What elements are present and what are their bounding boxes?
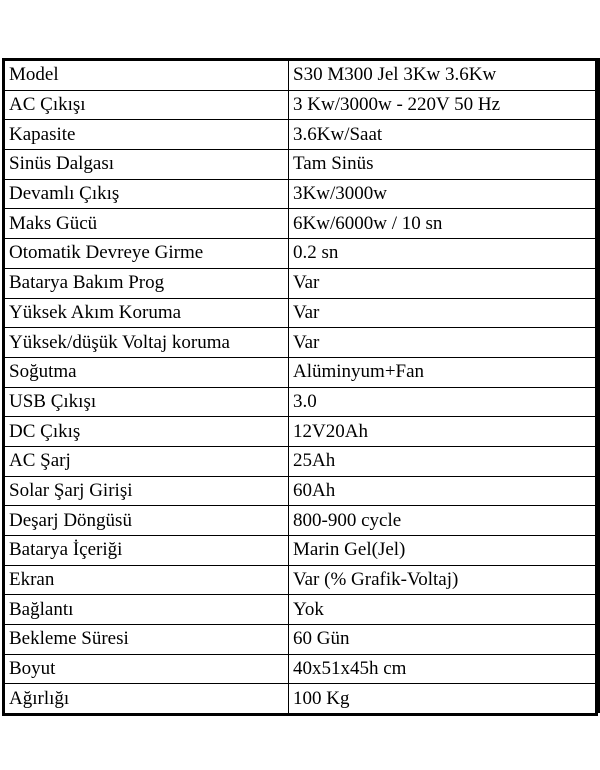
spec-value: 3.6Kw/Saat	[289, 120, 599, 150]
table-row	[4, 268, 599, 298]
spec-label: Ağırlığı	[4, 684, 289, 715]
table-row	[4, 446, 599, 476]
spec-table-body	[4, 60, 599, 715]
spec-label: Otomatik Devreye Girme	[4, 239, 289, 269]
spec-value: Var	[289, 268, 599, 298]
spec-value: Marin Gel(Jel)	[289, 536, 599, 566]
spec-label: Sinüs Dalgası	[4, 150, 289, 180]
table-row	[4, 625, 599, 655]
spec-label: Batarya Bakım Prog	[4, 268, 289, 298]
spec-value: Var (% Grafik-Voltaj)	[289, 565, 599, 595]
table-row	[4, 298, 599, 328]
table-row	[4, 536, 599, 566]
spec-label: Boyut	[4, 654, 289, 684]
spec-table	[2, 58, 598, 716]
table-row	[4, 150, 599, 180]
table-row	[4, 90, 599, 120]
table-right-border	[595, 58, 600, 713]
spec-value: 60 Gün	[289, 625, 599, 655]
spec-label: Batarya İçeriği	[4, 536, 289, 566]
table-row	[4, 357, 599, 387]
table-row	[4, 209, 599, 239]
spec-value: Var	[289, 328, 599, 358]
table-row	[4, 506, 599, 536]
spec-value: 6Kw/6000w / 10 sn	[289, 209, 599, 239]
table-row	[4, 387, 599, 417]
table-row	[4, 595, 599, 625]
spec-label: Soğutma	[4, 357, 289, 387]
spec-value: Var	[289, 298, 599, 328]
spec-value: 25Ah	[289, 446, 599, 476]
spec-value: 0.2 sn	[289, 239, 599, 269]
spec-value: 40x51x45h cm	[289, 654, 599, 684]
spec-value: 60Ah	[289, 476, 599, 506]
table-row	[4, 654, 599, 684]
table-row	[4, 60, 599, 91]
table-row	[4, 239, 599, 269]
spec-label: AC Çıkışı	[4, 90, 289, 120]
spec-value: 100 Kg	[289, 684, 599, 715]
table-row	[4, 565, 599, 595]
spec-label: Kapasite	[4, 120, 289, 150]
table-row	[4, 684, 599, 715]
spec-label: Devamlı Çıkış	[4, 179, 289, 209]
spec-label: Deşarj Döngüsü	[4, 506, 289, 536]
spec-value: Yok	[289, 595, 599, 625]
spec-value: 3Kw/3000w	[289, 179, 599, 209]
spec-value: Tam Sinüs	[289, 150, 599, 180]
table-row	[4, 476, 599, 506]
spec-value: 12V20Ah	[289, 417, 599, 447]
spec-label: Model	[4, 60, 289, 91]
spec-label: DC Çıkış	[4, 417, 289, 447]
spec-label: AC Şarj	[4, 446, 289, 476]
spec-label: Yüksek/düşük Voltaj koruma	[4, 328, 289, 358]
spec-label: Bağlantı	[4, 595, 289, 625]
table-row	[4, 179, 599, 209]
table-row	[4, 120, 599, 150]
spec-label: Solar Şarj Girişi	[4, 476, 289, 506]
table-row	[4, 328, 599, 358]
spec-label: Maks Gücü	[4, 209, 289, 239]
spec-label: Ekran	[4, 565, 289, 595]
spec-value: S30 M300 Jel 3Kw 3.6Kw	[289, 60, 599, 91]
spec-label: Yüksek Akım Koruma	[4, 298, 289, 328]
spec-value: 800-900 cycle	[289, 506, 599, 536]
spec-value: Alüminyum+Fan	[289, 357, 599, 387]
spec-label: Bekleme Süresi	[4, 625, 289, 655]
table-row	[4, 417, 599, 447]
spec-label: USB Çıkışı	[4, 387, 289, 417]
spec-value: 3.0	[289, 387, 599, 417]
spec-value: 3 Kw/3000w - 220V 50 Hz	[289, 90, 599, 120]
